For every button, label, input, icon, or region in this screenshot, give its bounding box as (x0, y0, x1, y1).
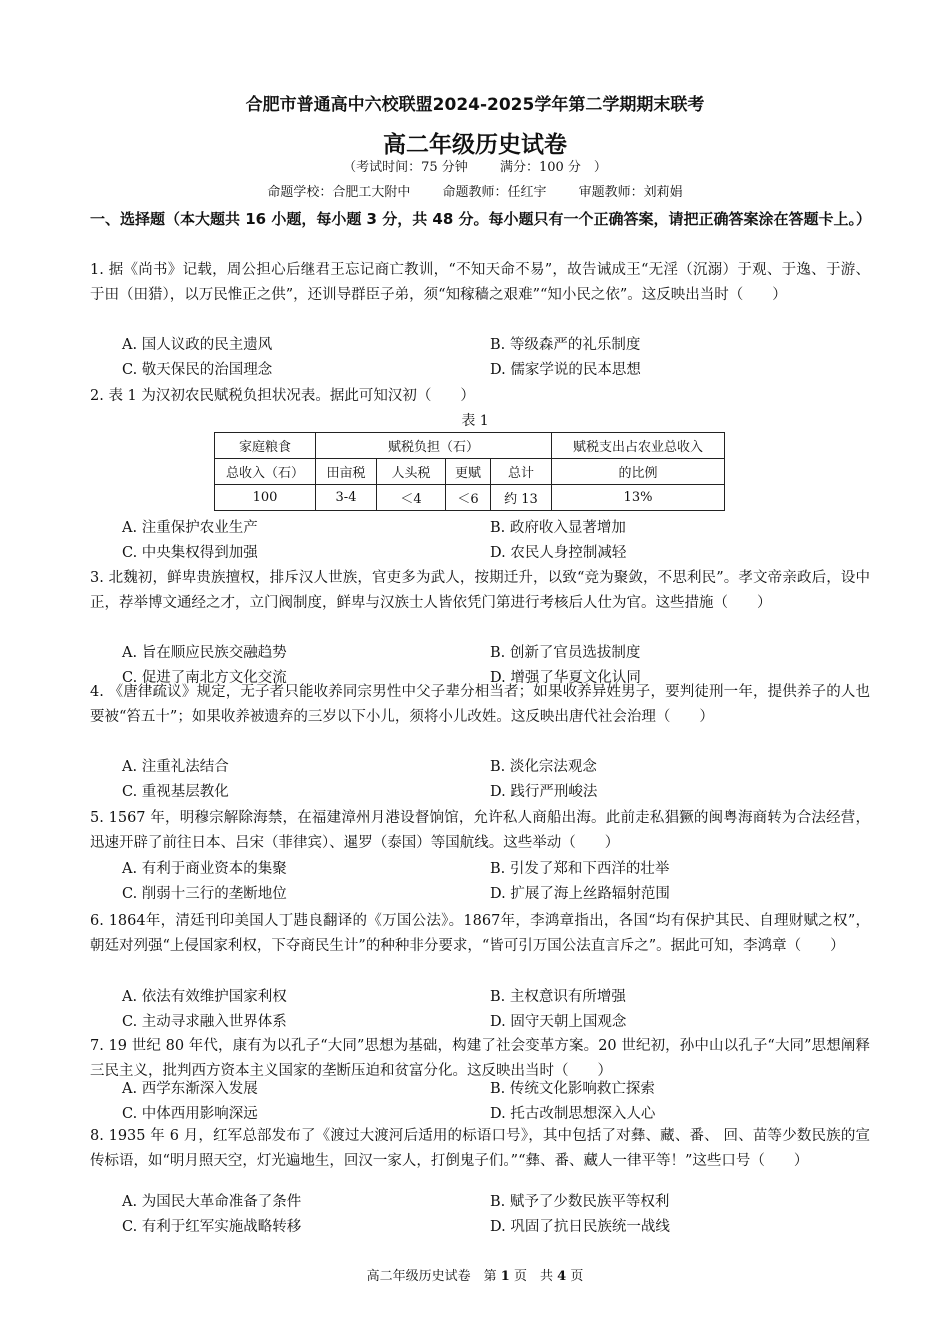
question-4-options (122, 755, 870, 805)
section-heading: 一、选择题（本大题共 16 小题，每小题 3 分，共 48 分。每小题只有一个正确答案，请把正确答案涂在答题卡上。） (90, 210, 872, 228)
author-teacher: 命题教师：任红宇 (442, 185, 547, 200)
option-a: A. 为国民大革命准备了条件 (122, 1194, 302, 1210)
option-c: C. 有利于红军实施战略转移 (122, 1219, 302, 1235)
table-cell: 约 13 (491, 485, 552, 511)
question-6-options (122, 985, 870, 1035)
option-d: D. 托古改制思想深入人心 (490, 1106, 656, 1122)
option-c: C. 中体西用影响深远 (122, 1106, 258, 1122)
question-8-stem: 8. 1935 年 6 月，红军总部发布了《渡过大渡河后适用的标语口号》，其中包括了对彝、藏、番、 回、苗等少数民族的宣传标语，如“明月照天空，灯光遍地生，回汉一家人，打倒鬼子们。”“彝、番、藏人一律平等！”这些口号（ ） (90, 1128, 870, 1169)
option-b: B. 传统文化影响救亡探索 (490, 1081, 655, 1097)
option-d: D. 儒家学说的民本思想 (490, 362, 641, 378)
option-c: C. 促进了南北方文化交流 (122, 670, 287, 686)
option-d: D. 践行严刑峻法 (490, 784, 598, 800)
table-subheader: 更赋 (446, 459, 491, 485)
table-header-income-2: 总收入（石） (215, 459, 316, 485)
question-1-options (122, 333, 870, 383)
page-footer (0, 1265, 950, 1284)
option-a: A. 旨在顺应民族交融趋势 (122, 645, 287, 661)
option-b: B. 政府收入显著增加 (490, 520, 626, 536)
table-header-income-1: 家庭粮食 (215, 433, 316, 459)
question-5-stem: 5. 1567 年，明穆宗解除海禁，在福建漳州月港设督饷馆，允许私人商船出海。此前走私猖獗的闽粤海商转为合法经营，迅速开辟了前往日本、吕宋（菲律宾）、暹罗（泰国）等国航线。这些举动（ ） (90, 810, 870, 851)
option-a: A. 国人议政的民主遗风 (122, 337, 273, 353)
footer-prefix: 高二年级历史试卷 第 (366, 1269, 497, 1284)
exam-series-title: 合肥市普通高中六校联盟2024-2025学年第二学期期末联考 (245, 95, 705, 115)
author-reviewer: 审题教师：刘莉娟 (578, 185, 683, 200)
table-subheader: 总计 (491, 459, 552, 485)
option-a: A. 注重礼法结合 (122, 759, 229, 775)
option-a: A. 注重保护农业生产 (122, 520, 258, 536)
exam-title: 高二年级历史试卷 (383, 132, 567, 158)
question-3-stem: 3. 北魏初，鲜卑贵族擅权，排斥汉人世族，官吏多为武人，按期迁升，以致“竞为聚敛，不思利民”。孝文帝亲政后，设中正，荐举博文通经之才，立门阀制度，鲜卑与汉族士人皆依凭门第进行考核后人仕为官。这些措施（ ） (90, 570, 870, 611)
table-cell: ＜6 (446, 485, 491, 511)
option-d: D. 巩固了抗日民族统一战线 (490, 1219, 670, 1235)
table-subheader: 人头税 (377, 459, 446, 485)
option-d: D. 农民人身控制减轻 (490, 545, 627, 561)
option-b: B. 创新了官员选拔制度 (490, 645, 641, 661)
option-a: A. 西学东渐深入发展 (122, 1081, 258, 1097)
table-caption: 表 1 (461, 413, 489, 429)
question-1-stem: 1. 据《尚书》记载，周公担心后继君王忘记商亡教训，“不知天命不易”，故告诫成王“无淫（沉溺）于观、于逸、于游、于田（田猎），以万民惟正之供”，还训导群臣子弟，须“知稼穑之艰难”“知小民之依”。这反映出当时（ ） (90, 262, 870, 303)
option-c: C. 重视基层教化 (122, 784, 229, 800)
table-row (215, 485, 725, 511)
option-b: B. 等级森严的礼乐制度 (490, 337, 641, 353)
author-school: 命题学校：合肥工大附中 (267, 185, 411, 200)
table-header-ratio-2: 的比例 (552, 459, 725, 485)
table-cell: ＜4 (377, 485, 446, 511)
option-a: A. 依法有效维护国家利权 (122, 989, 287, 1005)
exam-time-info (0, 156, 950, 175)
option-c: C. 敬天保民的治国理念 (122, 362, 273, 378)
option-b: B. 主权意识有所增强 (490, 989, 626, 1005)
option-b: B. 赋予了少数民族平等权利 (490, 1194, 670, 1210)
option-b: B. 引发了郑和下西洋的壮举 (490, 861, 670, 877)
option-c: C. 主动寻求融入世界体系 (122, 1014, 287, 1030)
table-header-burden: 赋税负担（石） (316, 433, 552, 459)
option-c: C. 削弱十三行的垄断地位 (122, 886, 287, 902)
tax-table (214, 432, 725, 511)
footer-mid: 页 共 (513, 1269, 553, 1284)
question-2-options (122, 516, 870, 566)
exam-duration: （考试时间：75 分钟 (343, 160, 468, 175)
question-5-options (122, 857, 870, 907)
option-c: C. 中央集权得到加强 (122, 545, 258, 561)
table-header-ratio-1: 赋税支出占农业总收入 (552, 433, 725, 459)
table-cell: 3-4 (316, 485, 377, 511)
exam-authors (0, 181, 950, 200)
option-d: D. 固守天朝上国观念 (490, 1014, 627, 1030)
table-cell: 100 (215, 485, 316, 511)
footer-total-pages: 4 (557, 1269, 567, 1284)
option-d: D. 增强了华夏文化认同 (490, 670, 641, 686)
table-subheader: 田亩税 (316, 459, 377, 485)
question-4-stem: 4. 《唐律疏议》规定，无子者只能收养同宗男性中父子辈分相当者；如果收养异姓男子，要判徒刑一年，提供养子的人也要被“笞五十”；如果收养被遗弃的三岁以下小儿，须将小儿改姓。这反映出唐代社会治理（ ） (90, 684, 870, 725)
option-b: B. 淡化宗法观念 (490, 759, 597, 775)
question-6-stem: 6. 1864年，清廷刊印美国人丁韪良翻译的《万国公法》。1867年，李鸿章指出，各国“均有保护其民、自理财赋之权”，朝廷对列强“上侵国家利权，下夺商民生计”的种种非分要求，“皆可引万国公法直言斥之”。据此可知，李鸿章（ ） (90, 913, 870, 954)
footer-suffix: 页 (570, 1269, 584, 1284)
exam-full-score: 满分：100 分 ） (499, 160, 607, 175)
option-a: A. 有利于商业资本的集聚 (122, 861, 287, 877)
question-2-stem: 2. 表 1 为汉初农民赋税负担状况表。据此可知汉初（ ） (90, 388, 475, 404)
footer-page-number: 1 (500, 1269, 510, 1284)
table-cell: 13% (552, 485, 725, 511)
question-7-stem: 7. 19 世纪 80 年代，康有为以孔子“大同”思想为基础，构建了社会变革方案。20 世纪初，孙中山以孔子“大同”思想阐释三民主义，批判西方资本主义国家的垄断压迫和贫富分化。这反映出当时（ ） (90, 1038, 870, 1079)
question-7-options (122, 1077, 870, 1127)
question-8-options (122, 1190, 870, 1240)
option-d: D. 扩展了海上丝路辐射范围 (490, 886, 670, 902)
